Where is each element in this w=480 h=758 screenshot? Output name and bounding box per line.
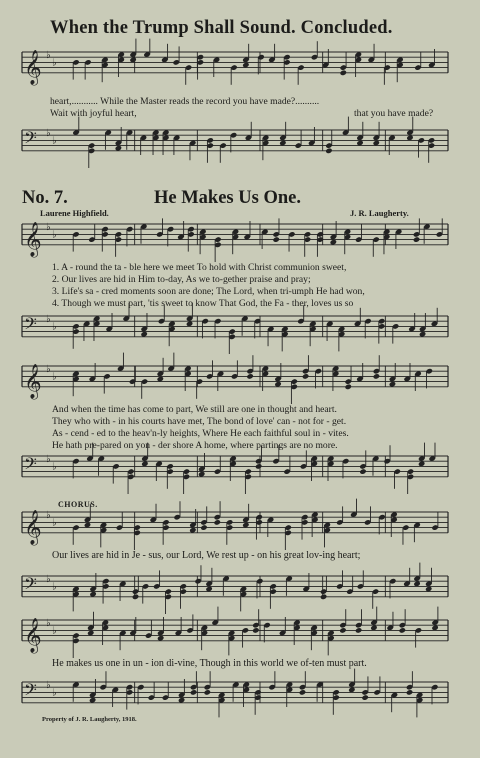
note-head	[325, 148, 332, 154]
verse-line: As - cend - ed to the heav'n-ly heights, Where He each faithful soul in - vites.	[52, 428, 349, 439]
flat-sign-icon: ♭	[46, 314, 51, 326]
note-head	[190, 689, 197, 695]
top-lyric-line-2a: Wait with joyful heart,	[50, 108, 137, 119]
verse-line: 2. Our lives are hid in Him to-day, As we to-gether praise and pray;	[52, 274, 311, 285]
footer-copyright: Property of J. R. Laugherty, 1918.	[42, 716, 137, 723]
hymn-number: No. 7.	[22, 188, 68, 208]
note-head	[340, 70, 347, 76]
top-lyric-line-1: heart,........... While the Master reads the record you have made?..........	[50, 96, 320, 107]
chorus-line-1: Our lives are hid in Je - sus, our Lord, We rest up - on his great lov-ing heart;	[52, 550, 361, 561]
note-head	[299, 689, 306, 695]
note-head	[214, 519, 221, 525]
note-head	[272, 236, 279, 242]
hymn-title: He Makes Us One.	[154, 188, 301, 208]
note-head	[132, 594, 139, 600]
note-head	[255, 463, 262, 469]
flat-sign-icon: ♭	[46, 680, 51, 692]
flat-sign-icon: ♭	[52, 135, 57, 147]
treble-clef-icon: 𝄞	[24, 363, 42, 399]
flat-sign-icon: ♭	[52, 461, 57, 473]
treble-clef-icon: 𝄞	[24, 221, 42, 257]
verse-line: 3. Life's sa - cred moments soon are done; The Lord, when tri-umph He had won,	[52, 286, 365, 297]
note-head	[345, 384, 352, 390]
chorus-line-2: He makes us one in un - ion di-vine, Though in this world we of-ten must part.	[52, 658, 367, 669]
note-head	[339, 627, 346, 633]
treble-clef-icon: 𝄞	[24, 509, 42, 545]
flat-sign-icon: ♭	[46, 364, 51, 376]
note-head	[302, 373, 309, 379]
flat-sign-icon: ♭	[46, 618, 51, 630]
flat-sign-icon: ♭	[52, 229, 57, 241]
bass-clef-icon: 𝄢	[24, 127, 37, 152]
note-head	[204, 689, 211, 695]
continued-song-title: When the Trump Shall Sound. Concluded.	[50, 18, 393, 38]
bass-clef-icon: 𝄢	[24, 573, 37, 598]
flat-sign-icon: ♭	[52, 687, 57, 699]
flat-sign-icon: ♭	[46, 128, 51, 140]
flat-sign-icon: ♭	[46, 50, 51, 62]
treble-clef-icon: 𝄞	[24, 49, 42, 85]
note-head	[361, 694, 368, 700]
note-head	[399, 627, 406, 633]
flat-sign-icon: ♭	[46, 574, 51, 586]
flat-sign-icon: ♭	[52, 321, 57, 333]
note-head	[246, 373, 253, 379]
note-head	[252, 627, 259, 633]
note-head	[320, 594, 327, 600]
lyricist-credit: Laurene Highfield.	[40, 208, 109, 218]
flat-sign-icon: ♭	[52, 517, 57, 529]
top-lyric-line-2b: that you have made?	[354, 108, 434, 119]
flat-sign-icon: ♭	[52, 625, 57, 637]
flat-sign-icon: ♭	[46, 454, 51, 466]
flat-sign-icon: ♭	[52, 57, 57, 69]
verse-line: They who with - in his courts have met, The bond of love' can - not for - get.	[52, 416, 347, 427]
bass-clef-icon: 𝄢	[24, 313, 37, 338]
note-head	[413, 236, 420, 242]
verse-line: 4. Though we must part, 'tis sweet to know That God, the Fa - ther, loves us so	[52, 298, 354, 309]
note-head	[359, 468, 366, 474]
verse-line: 1. A - round the ta - ble here we meet To hold with Christ communion sweet,	[52, 262, 347, 273]
bass-clef-icon: 𝄢	[24, 453, 37, 478]
note-head	[406, 689, 413, 695]
flat-sign-icon: ♭	[52, 581, 57, 593]
treble-clef-icon: 𝄞	[24, 617, 42, 653]
bass-clef-icon: 𝄢	[24, 679, 37, 704]
chorus-label: CHORUS.	[58, 500, 98, 509]
note-head	[355, 627, 362, 633]
flat-sign-icon: ♭	[46, 510, 51, 522]
note-head	[373, 373, 380, 379]
composer-credit: J. R. Laugherty.	[350, 208, 409, 218]
flat-sign-icon: ♭	[46, 222, 51, 234]
verse-line: He hath pre-pared on yon - der shore A home, where partings are no more.	[52, 440, 338, 451]
note-head	[200, 524, 207, 530]
verse-line: And when the time has come to part, We still are one in thought and heart.	[52, 404, 337, 415]
flat-sign-icon: ♭	[52, 371, 57, 383]
